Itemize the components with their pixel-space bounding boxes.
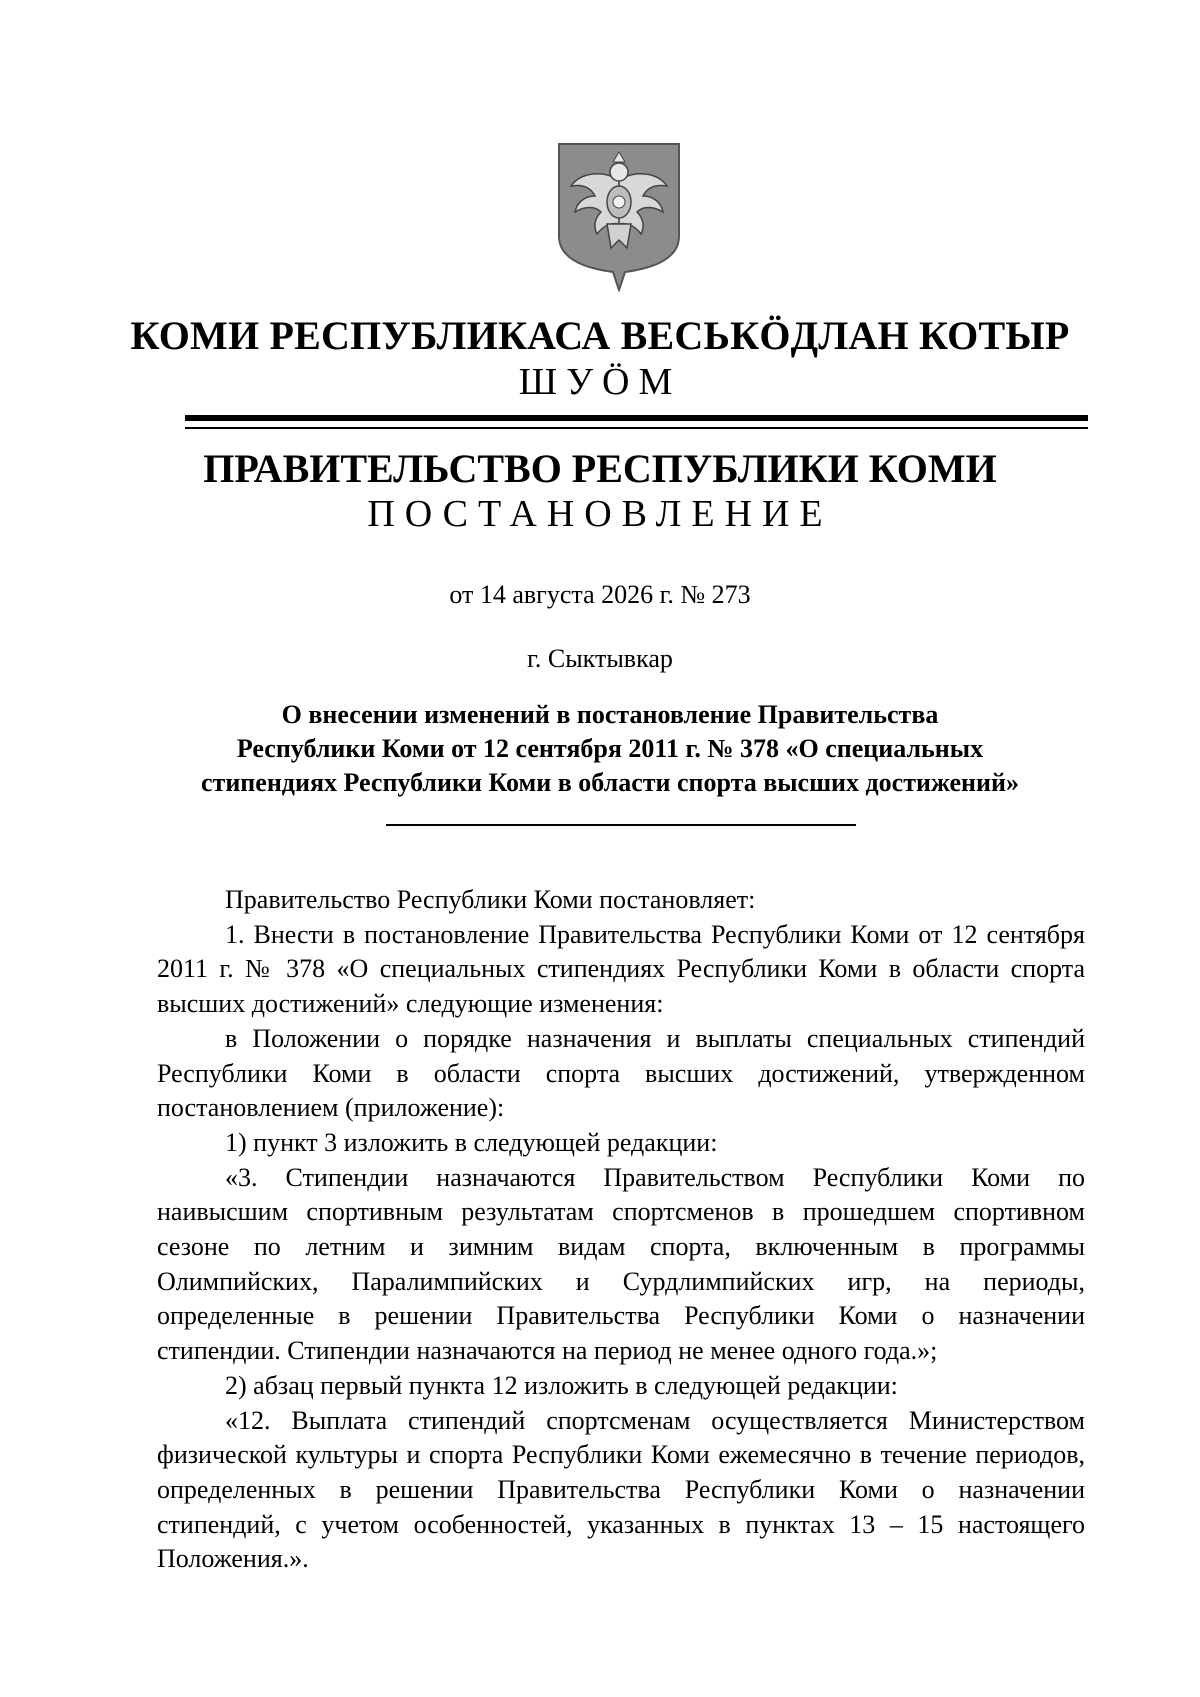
body-paragraph: «3. Стипендии назначаются Правительством Республики Коми по наивысшим спортивным результатам спортсменов в прошедшем спортивном сезоне по летним и зимним видам спорта, включенным в программы Олимпийских, Паралимпийских и Сурдлимпийских игр, на периоды, определенные в решении Правительства Республики Коми о назначении стипендии. Стипендии назначаются на период не менее одного года.»; (157, 1162, 1085, 1366)
body-paragraph: 1) пункт 3 изложить в следующей редакции: (225, 1127, 718, 1157)
header-divider-thin (185, 427, 1088, 429)
komi-document-type: ШУӦМ (518, 361, 682, 403)
heading-underline (386, 824, 856, 826)
government-title: ПРАВИТЕЛЬСТВО РЕСПУБЛИКИ КОМИ (203, 446, 997, 491)
body-paragraph: «12. Выплата стипендий спортсменам осуществляется Министерством физической культуры и спорта Республики Коми ежемесячно в течение периодов, определенных в решении Правительства Республики Коми о назначении стипендий, с учетом особенностей, указанных в пунктах 13 – 15 настоящего Положения.». (157, 1405, 1085, 1574)
document-body (157, 883, 1085, 1577)
komi-government-title: КОМИ РЕСПУБЛИКАСА ВЕСЬКӦДЛАН КОТЫР (130, 313, 1070, 358)
body-paragraph: Правительство Республики Коми постановляет: (225, 885, 756, 914)
document-city: г. Сыктывкар (527, 644, 673, 673)
body-paragraph: 2) абзац первый пункта 12 изложить в следующей редакции: (225, 1370, 898, 1400)
komi-coat-of-arms-icon (555, 140, 683, 292)
document-type: ПОСТАНОВЛЕНИЕ (367, 493, 833, 535)
header-divider-thick (185, 415, 1088, 421)
body-paragraph: в Положении о порядке назначения и выплаты специальных стипендий Республики Коми в области спорта высших достижений, утвержденном постановлением (приложение): (157, 1023, 1085, 1123)
body-paragraph: 1. Внести в постановление Правительства Республики Коми от 12 сентября 2011 г. № 378 «О специальных стипендиях Республики Коми в области спорта высших достижений» следующие изменения: (157, 919, 1085, 1019)
heading-line: Республики Коми от 12 сентября 2011 г. № 378 «О специальных (236, 734, 984, 763)
document-date-number: от 14 августа 2026 г. № 273 (449, 580, 751, 609)
heading-line: стипендиях Республики Коми в области спорта высших достижений» (201, 768, 1019, 797)
document-heading (150, 698, 1070, 800)
heading-line: О внесении изменений в постановление Правительства (281, 700, 939, 729)
